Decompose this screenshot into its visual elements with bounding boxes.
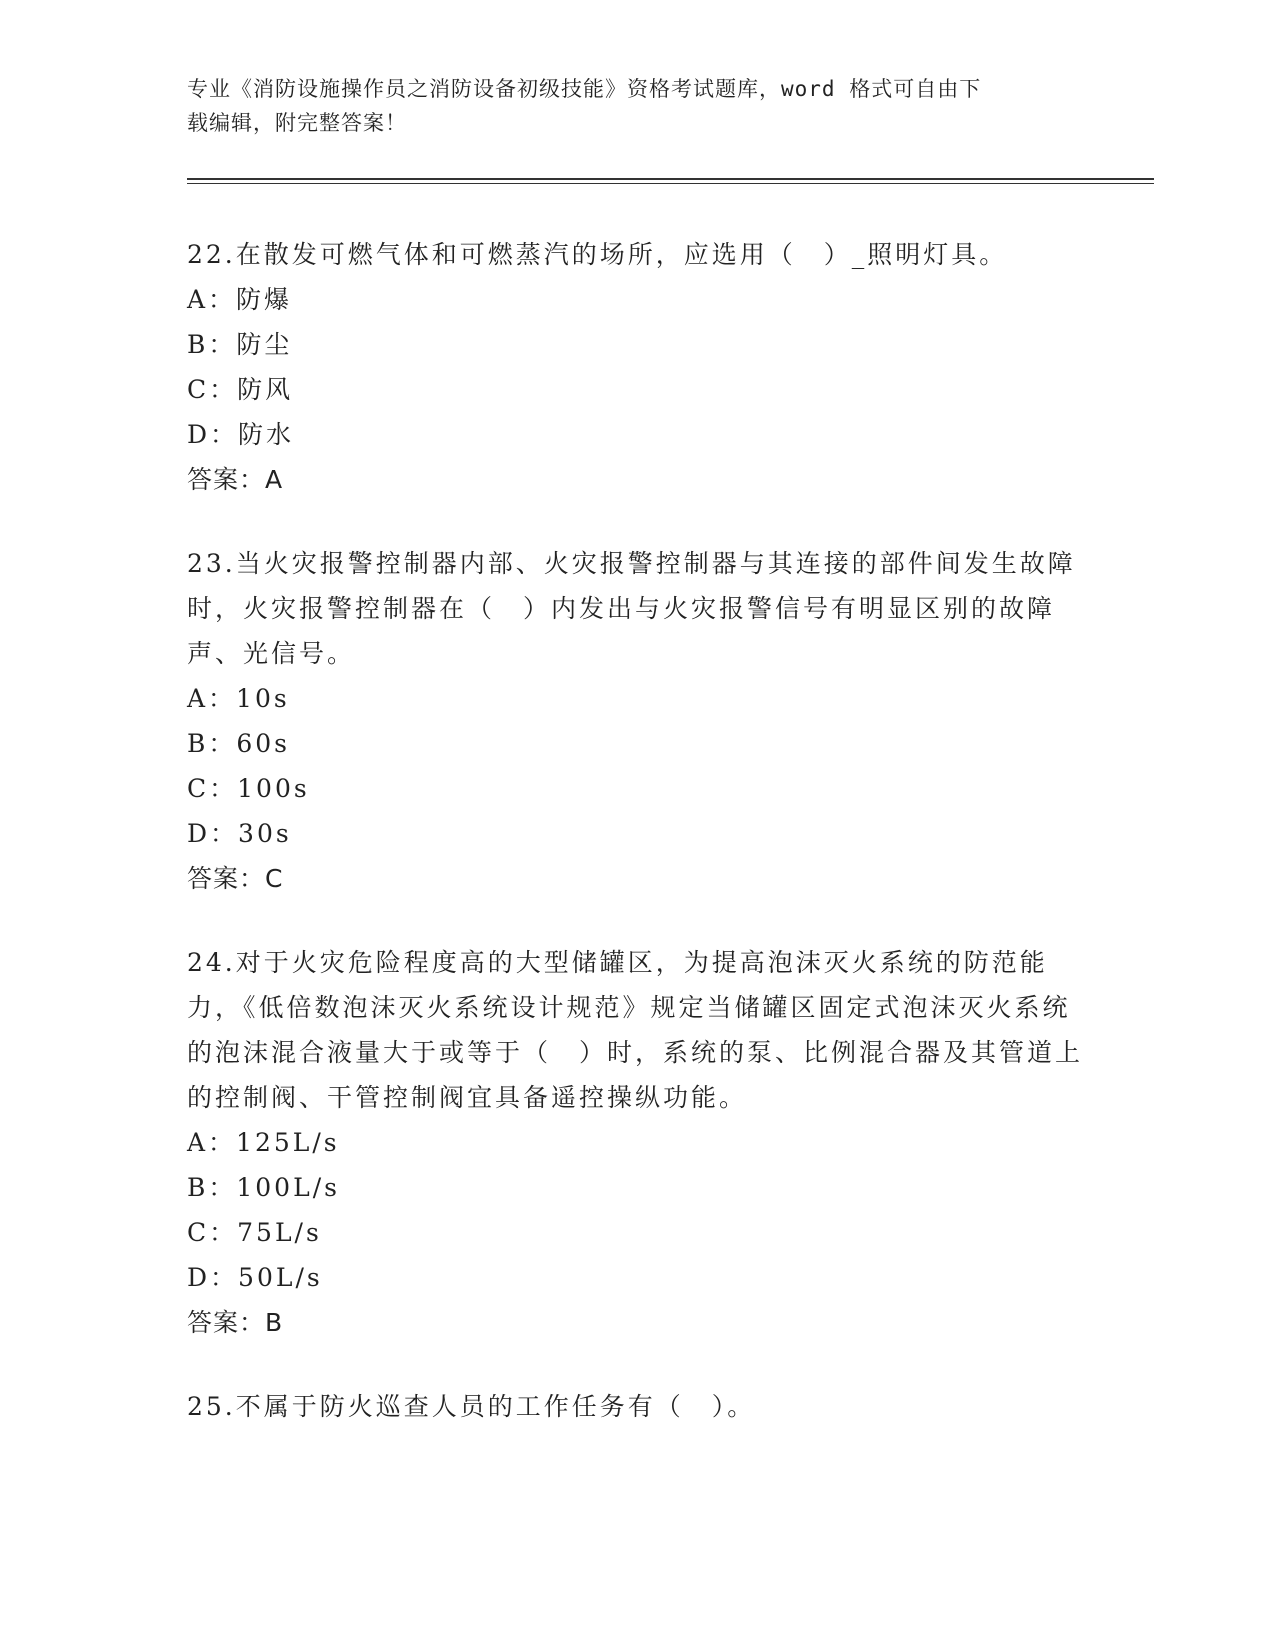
header-line-1: 专业《消防设施操作员之消防设备初级技能》资格考试题库，word 格式可自由下 xyxy=(187,77,982,101)
question-25 xyxy=(187,1384,1087,1429)
option-a: A：10s xyxy=(187,684,290,713)
option-a: A：防爆 xyxy=(187,285,293,314)
header-line-2: 载编辑，附完整答案！ xyxy=(187,111,407,135)
option-d: D：防水 xyxy=(187,420,295,449)
option-b: B：防尘 xyxy=(187,330,293,359)
option-b: B：60s xyxy=(187,729,291,758)
header-divider-thick xyxy=(187,178,1154,180)
question-list xyxy=(187,232,1087,1468)
question-stem: 23.当火灾报警控制器内部、火灾报警控制器与其连接的部件间发生故障时，火灾报警控制器在（ ）内发出与火灾报警信号有明显区别的故障声、光信号。 xyxy=(187,549,1076,668)
question-stem: 24.对于火灾危险程度高的大型储罐区，为提高泡沫灭火系统的防范能力，《低倍数泡沫灭火系统设计规范》规定当储罐区固定式泡沫灭火系统的泡沫混合液量大于或等于（ ）时，系统的泵、比例混合器及其管道上的控制阀、干管控制阀宜具备遥控操纵功能。 xyxy=(187,948,1084,1112)
answer-label: 答案：A xyxy=(187,465,284,494)
document-header xyxy=(187,72,1067,140)
answer-label: 答案：B xyxy=(187,1308,284,1337)
question-stem: 25.不属于防火巡查人员的工作任务有（ ）。 xyxy=(187,1392,756,1421)
option-d: D：50L/s xyxy=(187,1263,323,1292)
question-stem: 22.在散发可燃气体和可燃蒸汽的场所，应选用（ ）_照明灯具。 xyxy=(187,240,1008,269)
option-c: C：75L/s xyxy=(187,1218,322,1247)
question-23 xyxy=(187,541,1087,901)
answer-label: 答案：C xyxy=(187,864,284,893)
option-a: A：125L/s xyxy=(187,1128,340,1157)
question-24 xyxy=(187,940,1087,1345)
option-c: C：防风 xyxy=(187,375,294,404)
header-divider-thin xyxy=(187,183,1154,184)
option-b: B：100L/s xyxy=(187,1173,340,1202)
option-c: C：100s xyxy=(187,774,310,803)
question-22 xyxy=(187,232,1087,502)
option-d: D：30s xyxy=(187,819,292,848)
